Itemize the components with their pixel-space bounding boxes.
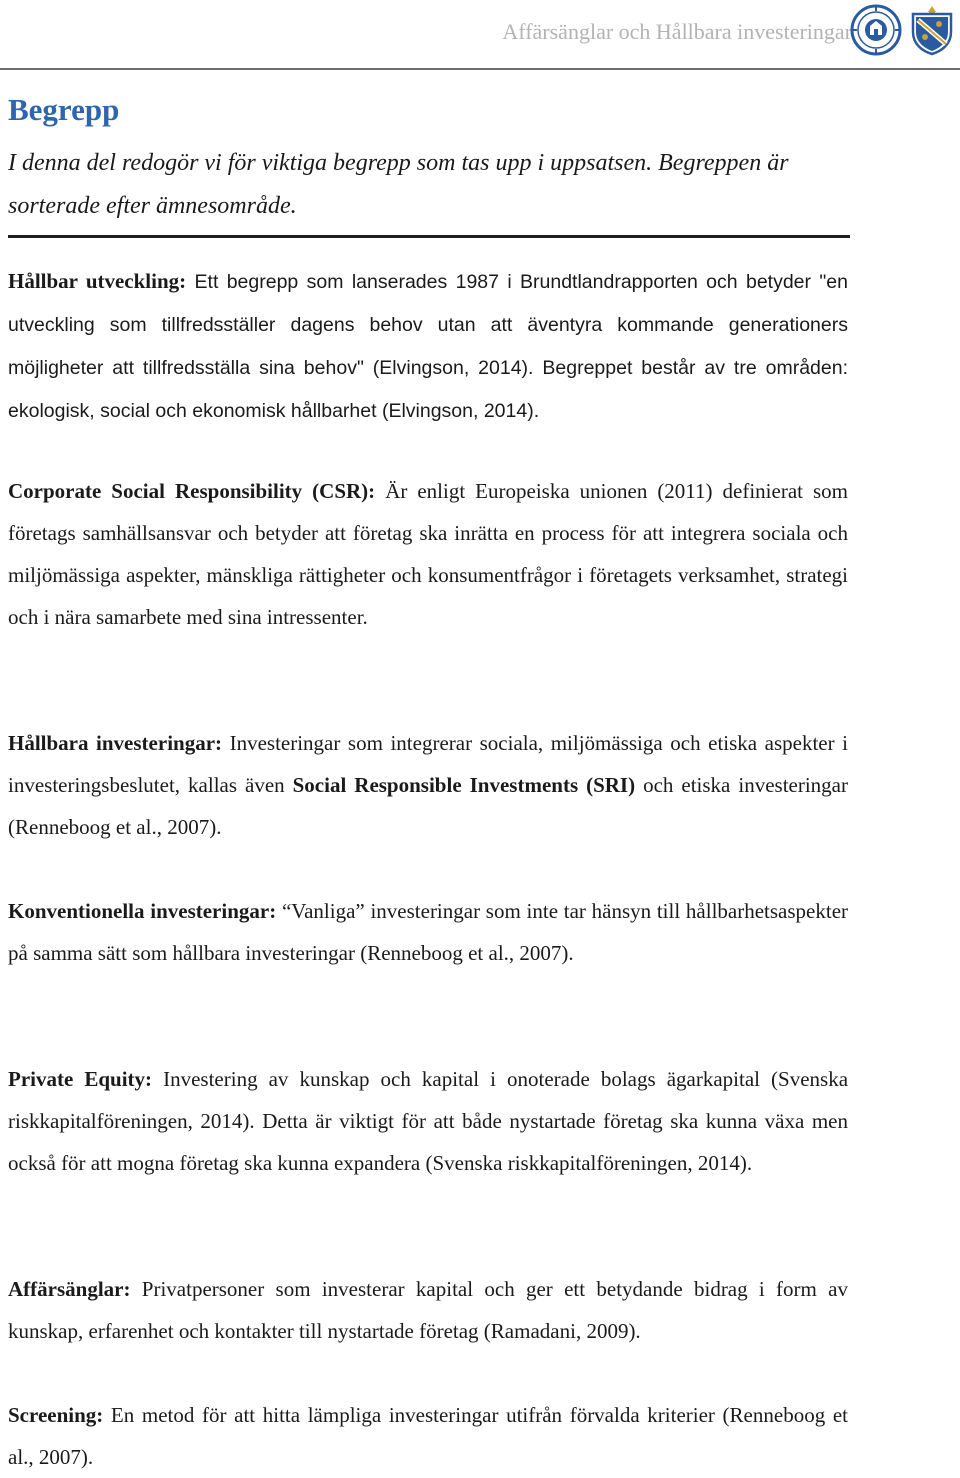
term-definition: En metod för att hitta lämpliga investeringar utifrån förvalda kriterier (Renneboog et al., 2007). bbox=[8, 1403, 848, 1469]
university-seal-icon bbox=[850, 4, 902, 56]
term-definition-continued: och etiska investeringar (Renneboog et al., 2007). bbox=[8, 773, 848, 839]
running-header-title: Affärsänglar och Hållbara investeringar bbox=[502, 19, 852, 44]
term-definition: “Vanliga” investeringar som inte tar hänsyn till hållbarhetsaspekter på samma sätt som hållbara investeringar (Renneboog et al., 2007). bbox=[8, 899, 849, 965]
term-definition: Är enligt Europeiska unionen (2011) definierat som företags samhällsansvar och betyder att företag ska inrätta en process för att integrera sociala och miljömässiga aspekter, mänskliga rättigheter och konsumentfrågor i företagets verksamhet, strategi och i nära samarbete med sina intressenter. bbox=[8, 479, 848, 629]
header-logos bbox=[850, 4, 960, 58]
term-label: Private Equity: bbox=[8, 1067, 153, 1091]
header-divider bbox=[0, 68, 960, 70]
term-definition: Ett begrepp som lanserades 1987 i Brundtlandrapporten och betyder "en utveckling som tillfredsställer dagens behov utan att äventyra kommande generationers möjligheter att tillfredsställa sina behov" (Elvingson, 2014). Begreppet består av tre områden: ekologisk, social och ekonomisk hållbarhet (Elvingson, 2014). bbox=[8, 271, 848, 422]
term-affarsanglar bbox=[8, 1268, 848, 1352]
term-hallbar-utveckling bbox=[8, 260, 848, 432]
section-divider bbox=[8, 235, 850, 238]
university-crest-icon bbox=[906, 4, 958, 56]
term-label: Hållbara investeringar: bbox=[8, 731, 223, 755]
term-label: Affärsänglar: bbox=[8, 1277, 131, 1301]
term-hallbara-investeringar bbox=[8, 722, 848, 848]
term-definition: Investering av kunskap och kapital i onoterade bolags ägarkapital (Svenska riskkapitalföreningen, 2014). Detta är viktigt för att både nystartade företag ska kunna växa men också för att mogna företag ska kunna expandera (Svenska riskkapitalföreningen, 2014). bbox=[8, 1067, 849, 1175]
term-konventionella-investeringar bbox=[8, 890, 848, 974]
term-csr bbox=[8, 470, 848, 638]
term-definition: Investeringar som integrerar sociala, miljömässiga och etiska aspekter i investeringsbeslutet, kallas även bbox=[8, 731, 848, 797]
term-private-equity bbox=[8, 1058, 848, 1184]
term-label: Hållbar utveckling: bbox=[8, 269, 187, 293]
section-intro: I denna del redogör vi för viktiga begrepp som tas upp i uppsatsen. Begreppen är sorterade efter ämnesområde. bbox=[8, 150, 789, 219]
term-emphasis: Social Responsible Investments (SRI) bbox=[292, 773, 636, 797]
term-screening bbox=[8, 1394, 848, 1478]
term-label: Screening: bbox=[8, 1403, 104, 1427]
section-heading: Begrepp bbox=[8, 92, 120, 127]
term-label: Corporate Social Responsibility (CSR): bbox=[8, 479, 376, 503]
term-label: Konventionella investeringar: bbox=[8, 899, 277, 923]
term-definition: Privatpersoner som investerar kapital och ger ett betydande bidrag i form av kunskap, erfarenhet och kontakter till nystartade företag (Ramadani, 2009). bbox=[8, 1277, 848, 1343]
